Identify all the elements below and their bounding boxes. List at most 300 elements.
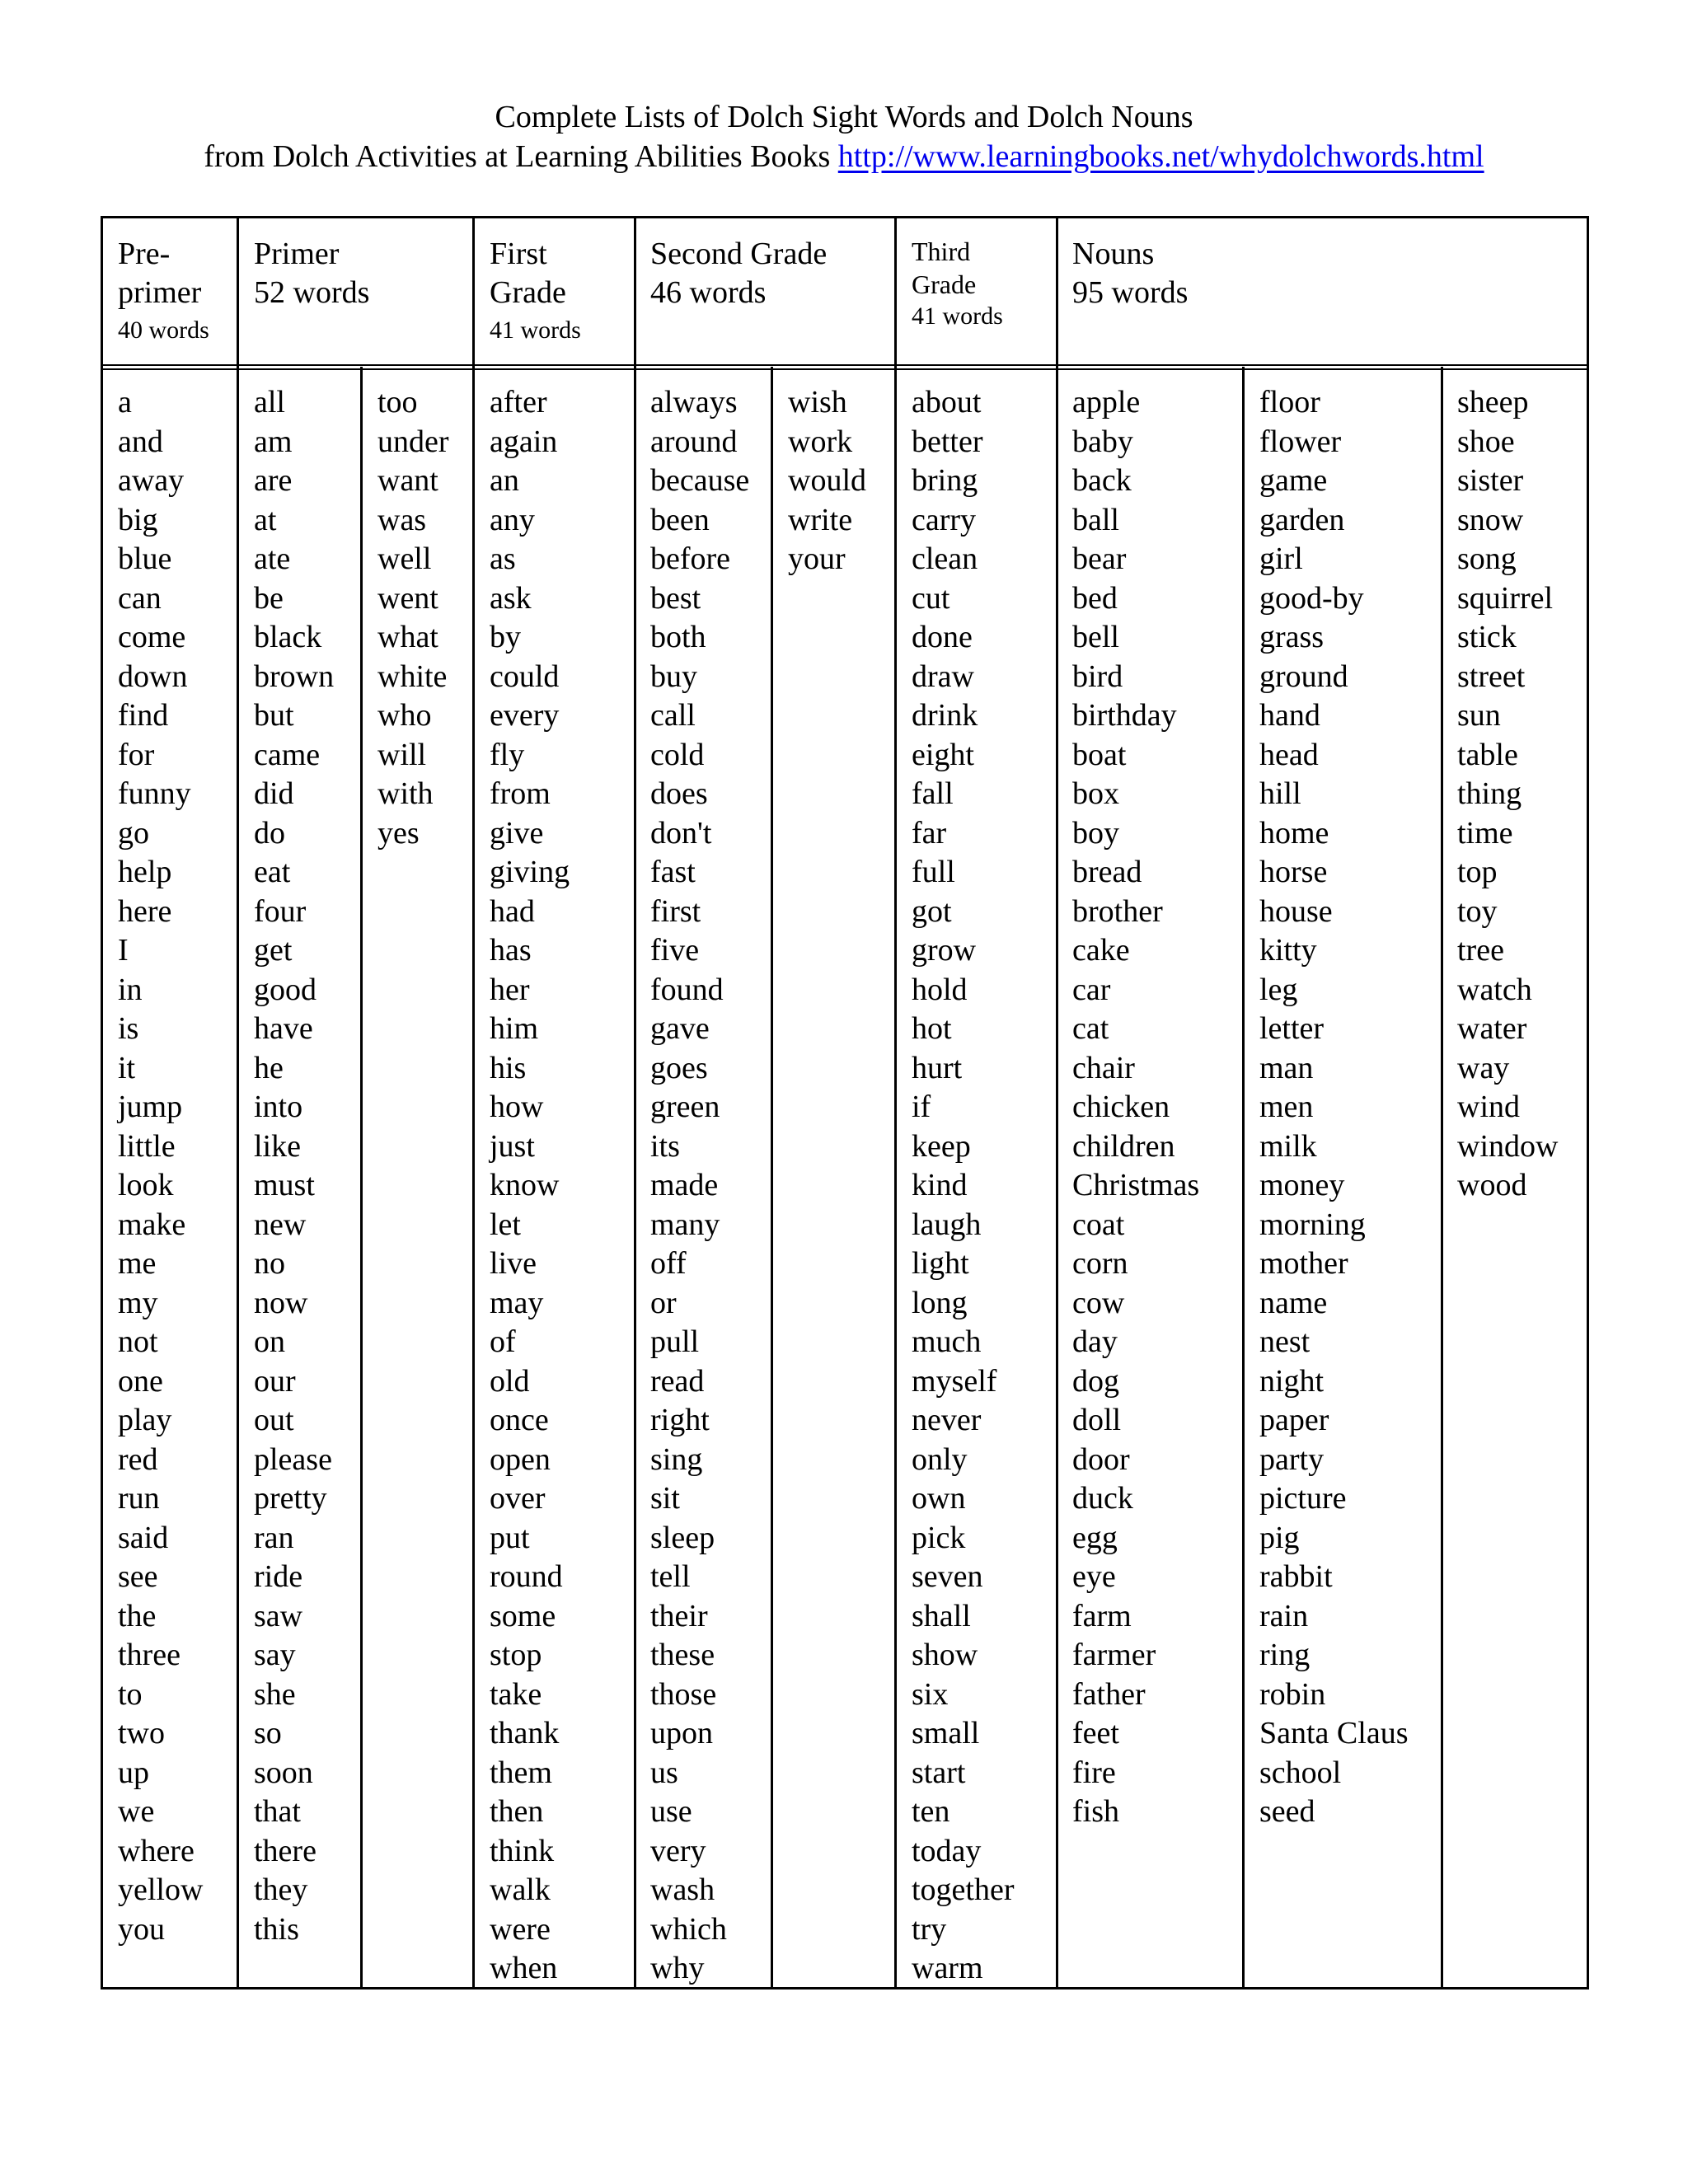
- column-divider: [472, 218, 475, 1987]
- word-item: way: [1457, 1050, 1510, 1085]
- word-item: walk: [490, 1872, 551, 1907]
- word-item: can: [118, 580, 162, 616]
- word-item: it: [118, 1050, 136, 1085]
- word-item: after: [490, 385, 547, 419]
- word-item: jump: [118, 1090, 183, 1124]
- word-item: this: [254, 1911, 299, 1947]
- word-item: wind: [1457, 1090, 1520, 1124]
- word-item: both: [650, 620, 706, 654]
- word-item: goes: [650, 1050, 708, 1085]
- word-item: been: [650, 502, 710, 537]
- word-item: or: [650, 1285, 677, 1320]
- nouns-word-list-3: [1457, 383, 1558, 1206]
- word-item: head: [1259, 737, 1319, 772]
- word-item: too: [377, 385, 418, 419]
- word-item: went: [377, 580, 438, 616]
- word-item: grow: [912, 933, 977, 968]
- word-item: take: [490, 1676, 542, 1712]
- word-item: could: [490, 658, 560, 694]
- word-item: upon: [650, 1716, 713, 1750]
- word-item: which: [650, 1911, 727, 1947]
- header-third-line1: Third: [912, 237, 971, 266]
- header-separator: [103, 368, 1587, 370]
- word-item: ground: [1259, 658, 1348, 694]
- word-item: ten: [912, 1794, 950, 1829]
- word-item: new: [254, 1207, 307, 1242]
- header-primer: [254, 235, 369, 312]
- word-item: box: [1072, 776, 1119, 811]
- word-item: bear: [1072, 541, 1127, 576]
- word-item: please: [254, 1441, 332, 1477]
- word-item: blue: [118, 541, 172, 576]
- word-item: hurt: [912, 1050, 963, 1085]
- word-item: cold: [650, 737, 705, 772]
- word-item: pretty: [254, 1481, 327, 1516]
- word-item: fly: [490, 737, 525, 772]
- word-item: letter: [1259, 1011, 1325, 1046]
- word-item: rain: [1259, 1598, 1309, 1633]
- word-item: ate: [254, 541, 291, 576]
- word-item: sing: [650, 1441, 703, 1477]
- word-item: eight: [912, 737, 974, 772]
- header-preprimer: [118, 235, 209, 349]
- word-item: wish: [788, 385, 847, 419]
- word-item: keep: [912, 1128, 971, 1164]
- word-item: laugh: [912, 1207, 982, 1242]
- word-item: red: [118, 1441, 158, 1477]
- word-item: let: [490, 1207, 521, 1242]
- word-item: at: [254, 502, 277, 537]
- word-item: floor: [1259, 385, 1320, 419]
- word-item: are: [254, 463, 293, 498]
- word-item: men: [1259, 1090, 1314, 1124]
- word-item: no: [254, 1246, 285, 1281]
- word-item: will: [377, 737, 427, 772]
- word-item: he: [254, 1050, 284, 1085]
- word-item: three: [118, 1638, 181, 1672]
- word-item: duck: [1072, 1481, 1133, 1516]
- word-item: our: [254, 1363, 296, 1399]
- word-item: much: [912, 1324, 982, 1359]
- word-item: look: [118, 1168, 174, 1202]
- word-item: a: [118, 385, 132, 419]
- word-item: but: [254, 698, 294, 733]
- primer-word-list-2: [377, 383, 449, 853]
- word-item: she: [254, 1676, 296, 1712]
- word-item: dog: [1072, 1363, 1119, 1399]
- page-subtitle: [0, 137, 1688, 176]
- word-item: night: [1259, 1363, 1325, 1399]
- word-item: does: [650, 776, 708, 811]
- word-item: there: [254, 1833, 316, 1868]
- word-item: help: [118, 855, 172, 889]
- word-item: round: [490, 1559, 563, 1594]
- subcolumn-divider: [360, 367, 363, 1987]
- word-item: who: [377, 698, 432, 733]
- word-item: then: [490, 1794, 544, 1829]
- word-item: stop: [490, 1638, 542, 1672]
- word-item: clean: [912, 541, 978, 576]
- word-item: bring: [912, 463, 978, 498]
- word-item: father: [1072, 1676, 1146, 1712]
- word-item: cow: [1072, 1285, 1125, 1320]
- word-item: must: [254, 1168, 315, 1202]
- word-item: said: [118, 1520, 169, 1555]
- nouns-word-list-2: [1259, 383, 1408, 1832]
- word-item: made: [650, 1168, 719, 1202]
- word-item: make: [118, 1207, 186, 1242]
- word-item: want: [377, 463, 438, 498]
- word-item: him: [490, 1011, 539, 1046]
- word-item: boat: [1072, 737, 1127, 772]
- word-item: come: [118, 620, 186, 654]
- word-item: their: [650, 1598, 708, 1633]
- word-item: yellow: [118, 1872, 204, 1907]
- word-item: doll: [1072, 1403, 1122, 1437]
- word-item: ask: [490, 580, 532, 616]
- word-item: on: [254, 1324, 285, 1359]
- word-item: all: [254, 385, 285, 419]
- word-item: sit: [650, 1481, 680, 1516]
- word-item: is: [118, 1011, 139, 1046]
- word-item: fast: [650, 855, 696, 889]
- word-item: own: [912, 1481, 966, 1516]
- word-item: squirrel: [1457, 580, 1554, 616]
- word-item: sheep: [1457, 385, 1529, 419]
- word-table: [101, 216, 1589, 1990]
- word-item: farm: [1072, 1598, 1132, 1633]
- word-item: milk: [1259, 1128, 1317, 1164]
- word-item: for: [118, 737, 155, 772]
- word-item: wash: [650, 1872, 715, 1907]
- header-first-line1: First: [490, 237, 547, 271]
- word-item: morning: [1259, 1207, 1366, 1242]
- word-item: boy: [1072, 815, 1119, 851]
- word-item: one: [118, 1363, 163, 1399]
- page-title: Complete Lists of Dolch Sight Words and Dolch Nouns: [495, 100, 1193, 134]
- word-item: children: [1072, 1128, 1175, 1164]
- word-item: done: [912, 620, 973, 654]
- word-item: top: [1457, 855, 1498, 889]
- header-second-count: 46 words: [650, 275, 767, 310]
- word-item: man: [1259, 1050, 1314, 1085]
- word-item: gave: [650, 1011, 710, 1046]
- word-item: cake: [1072, 933, 1130, 968]
- word-item: just: [490, 1128, 535, 1164]
- header-primer-line1: Primer: [254, 237, 340, 271]
- word-item: pig: [1259, 1520, 1300, 1555]
- word-item: get: [254, 933, 293, 968]
- word-item: home: [1259, 815, 1329, 851]
- word-item: better: [912, 424, 983, 459]
- word-item: funny: [118, 776, 191, 811]
- word-item: little: [118, 1128, 176, 1164]
- column-divider: [634, 218, 636, 1987]
- word-item: toy: [1457, 893, 1498, 929]
- word-item: girl: [1259, 541, 1303, 576]
- word-item: eye: [1072, 1559, 1116, 1594]
- header-second-line1: Second Grade: [650, 237, 828, 271]
- word-item: hand: [1259, 698, 1320, 733]
- word-item: window: [1457, 1128, 1559, 1164]
- word-item: kitty: [1259, 933, 1317, 968]
- word-item: seed: [1259, 1794, 1315, 1829]
- word-item: has: [490, 933, 532, 968]
- word-item: corn: [1072, 1246, 1128, 1281]
- third-grade-word-list: [912, 383, 1015, 1989]
- word-item: hold: [912, 972, 968, 1007]
- word-item: to: [118, 1676, 143, 1712]
- word-item: always: [650, 385, 738, 419]
- word-item: not: [118, 1324, 158, 1359]
- word-item: yes: [377, 815, 420, 851]
- word-item: shall: [912, 1598, 971, 1633]
- word-item: had: [490, 893, 535, 929]
- word-item: saw: [254, 1598, 303, 1633]
- word-item: good-by: [1259, 580, 1364, 616]
- word-item: put: [490, 1520, 530, 1555]
- word-item: from: [490, 776, 551, 811]
- word-item: ball: [1072, 502, 1119, 537]
- word-item: tell: [650, 1559, 691, 1594]
- word-item: am: [254, 424, 293, 459]
- word-item: myself: [912, 1363, 997, 1399]
- word-item: drink: [912, 698, 978, 733]
- word-item: grass: [1259, 620, 1325, 654]
- header-first-grade: [490, 235, 581, 349]
- word-item: first: [650, 893, 701, 929]
- second-grade-word-list-2: [788, 383, 866, 579]
- word-item: day: [1072, 1324, 1118, 1359]
- word-item: paper: [1259, 1403, 1329, 1437]
- word-item: as: [490, 541, 516, 576]
- word-item: play: [118, 1403, 172, 1437]
- word-item: old: [490, 1363, 530, 1399]
- word-item: would: [788, 463, 866, 498]
- word-item: mother: [1259, 1246, 1348, 1281]
- word-item: out: [254, 1403, 294, 1437]
- word-item: again: [490, 424, 558, 459]
- word-item: may: [490, 1285, 544, 1320]
- word-item: say: [254, 1638, 296, 1672]
- word-item: small: [912, 1716, 980, 1750]
- word-item: use: [650, 1794, 692, 1829]
- word-item: them: [490, 1755, 552, 1790]
- word-item: shoe: [1457, 424, 1515, 459]
- word-item: see: [118, 1559, 158, 1594]
- word-item: house: [1259, 893, 1333, 929]
- word-item: in: [118, 972, 143, 1007]
- word-item: sun: [1457, 698, 1501, 733]
- header-third-grade: [912, 235, 1003, 332]
- first-grade-word-list: [490, 383, 570, 1989]
- word-item: water: [1457, 1011, 1527, 1046]
- word-item: song: [1457, 541, 1517, 576]
- word-item: were: [490, 1911, 551, 1947]
- word-item: of: [490, 1324, 516, 1359]
- word-item: school: [1259, 1755, 1342, 1790]
- subtitle-prefix: from Dolch Activities at Learning Abilities Books: [204, 139, 838, 174]
- word-item: picture: [1259, 1481, 1347, 1516]
- word-item: draw: [912, 658, 974, 694]
- word-item: the: [118, 1598, 157, 1633]
- word-item: pick: [912, 1520, 966, 1555]
- word-item: before: [650, 541, 731, 576]
- header-nouns-line1: Nouns: [1072, 237, 1155, 271]
- word-item: thing: [1457, 776, 1522, 811]
- word-item: baby: [1072, 424, 1133, 459]
- word-item: garden: [1259, 502, 1345, 537]
- word-item: far: [912, 815, 947, 851]
- word-item: show: [912, 1638, 978, 1672]
- subcolumn-divider: [1441, 367, 1443, 1987]
- word-item: bird: [1072, 658, 1123, 694]
- word-item: very: [650, 1833, 706, 1868]
- word-item: write: [788, 502, 853, 537]
- word-item: farmer: [1072, 1638, 1156, 1672]
- word-item: seven: [912, 1559, 983, 1594]
- header-third-line2: Grade: [912, 269, 977, 299]
- header-first-line2: Grade: [490, 275, 566, 310]
- word-item: soon: [254, 1755, 313, 1790]
- word-item: back: [1072, 463, 1132, 498]
- word-item: together: [912, 1872, 1015, 1907]
- word-item: about: [912, 385, 982, 419]
- word-item: watch: [1457, 972, 1532, 1007]
- word-item: know: [490, 1168, 560, 1202]
- column-divider: [237, 218, 239, 1987]
- word-item: around: [650, 424, 738, 459]
- word-item: what: [377, 620, 438, 654]
- word-item: buy: [650, 658, 697, 694]
- word-item: and: [118, 424, 163, 459]
- word-item: good: [254, 972, 316, 1007]
- word-item: why: [650, 1951, 705, 1985]
- document-heading: [0, 97, 1688, 176]
- second-grade-word-list-1: [650, 383, 749, 1989]
- word-item: once: [490, 1403, 549, 1437]
- word-item: brother: [1072, 893, 1163, 929]
- word-item: start: [912, 1755, 966, 1790]
- word-item: street: [1457, 658, 1526, 694]
- header-preprimer-line2: primer: [118, 275, 202, 310]
- subcolumn-divider: [771, 367, 773, 1987]
- word-item: was: [377, 502, 427, 537]
- word-item: if: [912, 1090, 931, 1124]
- header-preprimer-line1: Pre-: [118, 237, 171, 271]
- word-item: chicken: [1072, 1090, 1170, 1124]
- word-item: off: [650, 1246, 687, 1281]
- word-item: every: [490, 698, 560, 733]
- word-item: her: [490, 972, 530, 1007]
- word-item: fall: [912, 776, 954, 811]
- word-item: open: [490, 1441, 551, 1477]
- word-item: Santa Claus: [1259, 1716, 1409, 1750]
- word-item: stick: [1457, 620, 1517, 654]
- word-item: go: [118, 815, 149, 851]
- word-item: we: [118, 1794, 155, 1829]
- source-link[interactable]: http://www.learningbooks.net/whydolchwords.html: [837, 139, 1484, 174]
- word-item: where: [118, 1833, 195, 1868]
- column-divider: [894, 218, 897, 1987]
- word-item: warm: [912, 1951, 983, 1985]
- word-item: brown: [254, 658, 335, 694]
- word-item: away: [118, 463, 185, 498]
- word-item: many: [650, 1207, 720, 1242]
- word-item: never: [912, 1403, 982, 1437]
- word-item: robin: [1259, 1676, 1326, 1712]
- header-second-grade: [650, 235, 827, 312]
- word-item: white: [377, 658, 448, 694]
- word-item: fish: [1072, 1794, 1119, 1829]
- word-item: car: [1072, 972, 1111, 1007]
- word-item: tree: [1457, 933, 1504, 968]
- word-item: hill: [1259, 776, 1301, 811]
- word-item: two: [118, 1716, 165, 1750]
- subcolumn-divider: [1242, 367, 1245, 1987]
- word-item: me: [118, 1246, 157, 1281]
- word-item: under: [377, 424, 449, 459]
- word-item: party: [1259, 1441, 1325, 1477]
- word-item: green: [650, 1090, 720, 1124]
- word-item: some: [490, 1598, 556, 1633]
- word-item: his: [490, 1050, 527, 1085]
- word-item: bread: [1072, 855, 1142, 889]
- word-item: now: [254, 1285, 308, 1320]
- word-item: you: [118, 1911, 165, 1947]
- word-item: sister: [1457, 463, 1524, 498]
- word-item: work: [788, 424, 853, 459]
- word-item: apple: [1072, 385, 1141, 419]
- word-item: light: [912, 1246, 969, 1281]
- word-item: give: [490, 815, 544, 851]
- word-item: cat: [1072, 1011, 1109, 1046]
- word-item: into: [254, 1090, 303, 1124]
- word-item: my: [118, 1285, 158, 1320]
- word-item: ride: [254, 1559, 303, 1594]
- word-item: kind: [912, 1168, 968, 1202]
- word-item: ring: [1259, 1638, 1311, 1672]
- word-item: your: [788, 541, 846, 576]
- word-item: eat: [254, 855, 291, 889]
- header-nouns: [1072, 235, 1188, 312]
- word-item: pull: [650, 1324, 700, 1359]
- word-item: so: [254, 1716, 282, 1750]
- word-item: carry: [912, 502, 977, 537]
- word-item: by: [490, 620, 521, 654]
- word-item: ran: [254, 1520, 294, 1555]
- word-item: fire: [1072, 1755, 1116, 1790]
- word-item: big: [118, 502, 158, 537]
- word-item: Christmas: [1072, 1168, 1200, 1202]
- word-item: leg: [1259, 972, 1298, 1007]
- header-first-count: 41 words: [490, 316, 581, 344]
- word-item: us: [650, 1755, 678, 1790]
- word-item: bell: [1072, 620, 1119, 654]
- word-item: did: [254, 776, 294, 811]
- word-item: only: [912, 1441, 968, 1477]
- word-item: they: [254, 1872, 308, 1907]
- word-item: think: [490, 1833, 555, 1868]
- header-primer-count: 52 words: [254, 275, 370, 310]
- primer-word-list-1: [254, 383, 334, 1949]
- word-item: five: [650, 933, 700, 968]
- word-item: these: [650, 1638, 715, 1672]
- column-divider: [1056, 218, 1058, 1987]
- word-item: snow: [1457, 502, 1524, 537]
- word-item: giving: [490, 855, 570, 889]
- header-separator: [103, 364, 1587, 366]
